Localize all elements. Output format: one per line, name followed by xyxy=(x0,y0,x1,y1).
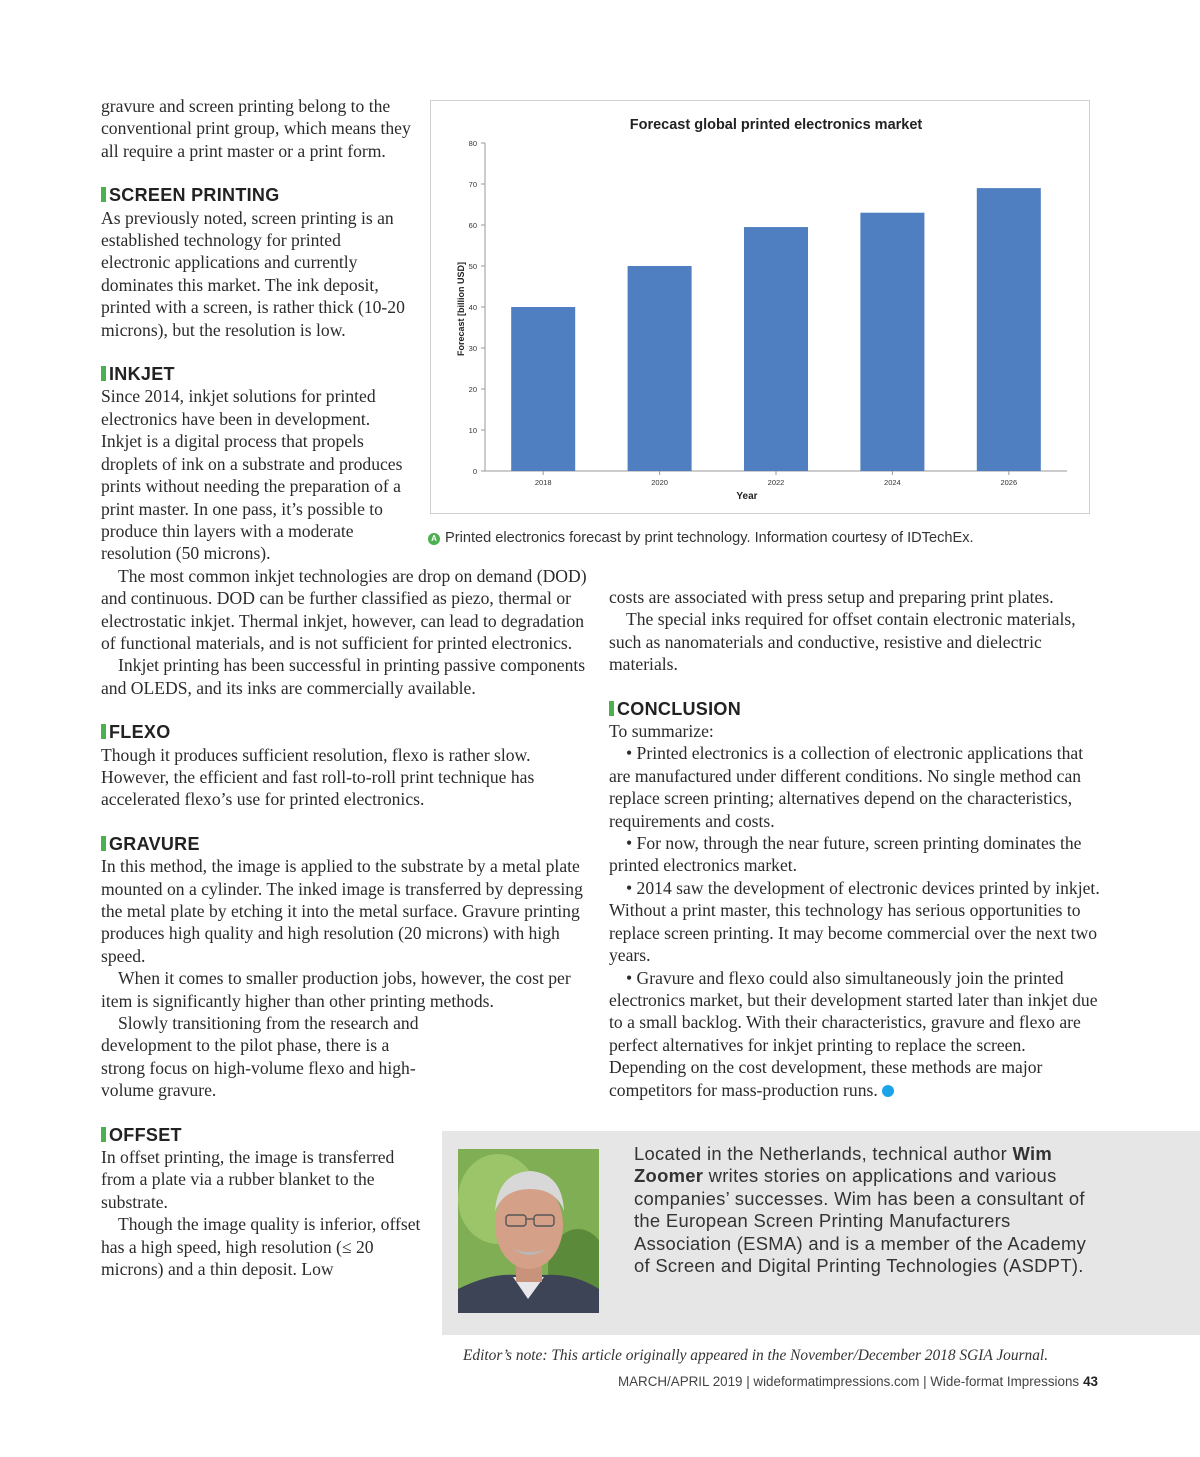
gravure-body-2: When it comes to smaller production jobs, however, the cost per item is significantly higher than other printing methods. xyxy=(101,968,571,1011)
heading-marker xyxy=(101,724,106,739)
inkjet-body-2: The most common inkjet technologies are drop on demand (DOD) and continuous. DOD can be further classified as piezo, thermal or electrostatic inkjet. Thermal inkjet, however, can lead to degradation of functional materials, and is not sufficient for printed electronics. xyxy=(101,565,587,653)
chart-bar xyxy=(977,188,1041,471)
heading-marker xyxy=(101,366,106,381)
chart-bar xyxy=(628,266,692,471)
offset-body-2: Though the image quality is inferior, offset has a high speed, high resolution (≤ 20 microns) and a thin deposit. Low xyxy=(101,1214,421,1280)
chart-x-tick-label: 2026 xyxy=(1000,478,1018,487)
offset-heading: OFFSET xyxy=(101,1124,591,1146)
gravure-heading: GRAVURE xyxy=(101,833,591,855)
forecast-chart-svg xyxy=(431,101,1089,513)
gravure-body-1: In this method, the image is applied to the substrate by a metal plate mounted on a cylinder. The inked image is transferred by depressing the metal plate by etching it into the metal surface. Gravure printing produces high quality and high resolution (20 microns) with high speed. xyxy=(101,856,583,966)
conclusion-bullet: • For now, through the near future, screen printing dominates the printed electronics market. xyxy=(609,833,1082,876)
conclusion-bullet: • Printed electronics is a collection of electronic applications that are manufactured under different conditions. No single method can replace screen printing; alternatives depend on the characteristics, requirements and costs. xyxy=(609,743,1084,831)
footer-text: MARCH/APRIL 2019 | wideformatimpressions.com | Wide-format Impressions xyxy=(617,1374,1080,1389)
conclusion-heading: CONCLUSION xyxy=(609,698,1104,720)
chart-x-tick-label: 2024 xyxy=(884,478,901,487)
intro-paragraph: gravure and screen printing belong to the conventional print group, which means they all require a print master or a print form. xyxy=(101,96,411,161)
chart-bar xyxy=(744,227,808,471)
chart-y-tick-label: 70 xyxy=(468,180,477,189)
chart-x-axis-label: Year xyxy=(736,491,758,502)
special-inks-paragraph: The special inks required for offset contain electronic materials, such as nanomaterials and conductive, resistive and dielectric materials. xyxy=(609,609,1076,675)
chart-y-tick-label: 60 xyxy=(468,221,477,230)
page-footer xyxy=(618,1374,1098,1389)
author-bio-text: Located in the Netherlands, technical author Wim Zoomer writes stories on applications and various companies’ successes. Wim has been a consultant of the European Screen Printing Manufacturers Association (ESMA) and is a member of the Academy of Screen and Digital Printing Technologies (ASDPT). xyxy=(634,1143,1087,1277)
offset-body-wrap xyxy=(101,1146,421,1280)
author-photo xyxy=(458,1149,599,1313)
chart-bar xyxy=(511,307,575,471)
chart-y-tick-label: 50 xyxy=(468,262,477,271)
right-column xyxy=(609,586,1104,1101)
gravure-body-3-wrap xyxy=(101,1012,426,1102)
chart-y-tick-label: 40 xyxy=(468,303,477,312)
caption-a-icon: A xyxy=(428,533,440,545)
screen-printing-heading: SCREEN PRINTING xyxy=(101,184,591,206)
chart-caption xyxy=(428,530,974,546)
inkjet-body-1: Since 2014, inkjet solutions for printed electronics have been in development. Inkjet is a digital process that propels droplets of ink on a substrate and produces prints without needing the preparation of a print master. In one pass, it’s possible to produce thin layers with a moderate resolution (50 microns). xyxy=(101,386,403,564)
heading-marker xyxy=(609,701,614,716)
chart-y-tick-label: 20 xyxy=(468,385,477,394)
summarize-line: To summarize: xyxy=(609,721,714,742)
chart-y-axis-label: Forecast [billion USD] xyxy=(456,261,466,357)
forecast-chart xyxy=(430,100,1090,514)
author-name: Wim Zoomer xyxy=(634,1143,1053,1187)
page-number: 43 xyxy=(1083,1374,1098,1389)
heading-marker xyxy=(101,836,106,851)
flexo-body: Though it produces sufficient resolution, flexo is rather slow. However, the efficient and fast roll-to-roll print technique has accelerated flexo’s use for printed electronics. xyxy=(101,744,535,810)
chart-y-tick-label: 10 xyxy=(468,426,477,435)
inkjet-body-3: Inkjet printing has been successful in printing passive components and OLEDS, and its inks are commercially available. xyxy=(101,655,586,698)
end-mark-icon xyxy=(882,1085,894,1097)
conclusion-bullet: • Gravure and flexo could also simultaneously join the printed electronics market, but their development started later than inkjet due to a small backlog. With their characteristics, gravure and flexo are perfect alternatives for inkjet printing to replace the screen. Depending on the cost development, these methods are major competitors for mass-production runs. xyxy=(609,967,1098,1100)
editor-note: Editor’s note: This article originally appeared in the November/December 2018 SGIA Journal. xyxy=(463,1347,1049,1364)
inkjet-heading: INKJET xyxy=(101,363,591,385)
screen-printing-body: As previously noted, screen printing is an established technology for printed electronic applications and currently dominates this market. The ink deposit, printed with a screen, is rather thick (10-20 microns), but the resolution is low. xyxy=(101,207,405,340)
conclusion-bullet: • 2014 saw the development of electronic devices printed by inkjet. Without a print master, this technology has serious opportunities to replace screen printing. It may become commercial over the next two years. xyxy=(609,877,1100,966)
chart-x-tick-label: 2022 xyxy=(767,478,785,487)
flexo-heading: FLEXO xyxy=(101,721,591,743)
gravure-body-3: Slowly transitioning from the research and development to the pilot phase, there is a strong focus on high-volume flexo and high-volume gravure. xyxy=(101,1013,419,1101)
chart-y-tick-label: 80 xyxy=(468,139,477,148)
chart-y-tick-label: 30 xyxy=(468,344,477,353)
chart-x-tick-label: 2018 xyxy=(534,478,552,487)
heading-marker xyxy=(101,1127,106,1142)
chart-y-tick-label: 0 xyxy=(472,467,477,476)
offset-body-1: In offset printing, the image is transferred from a plate via a rubber blanket to the substrate. xyxy=(101,1147,395,1212)
heading-marker xyxy=(101,187,106,202)
chart-title: Forecast global printed electronics market xyxy=(629,117,923,133)
offset-continued: costs are associated with press setup and preparing print plates. xyxy=(609,587,1054,607)
chart-x-tick-label: 2020 xyxy=(651,478,668,487)
caption-text: Printed electronics forecast by print technology. Information courtesy of IDTechEx. xyxy=(445,530,974,546)
chart-bar xyxy=(860,213,924,471)
